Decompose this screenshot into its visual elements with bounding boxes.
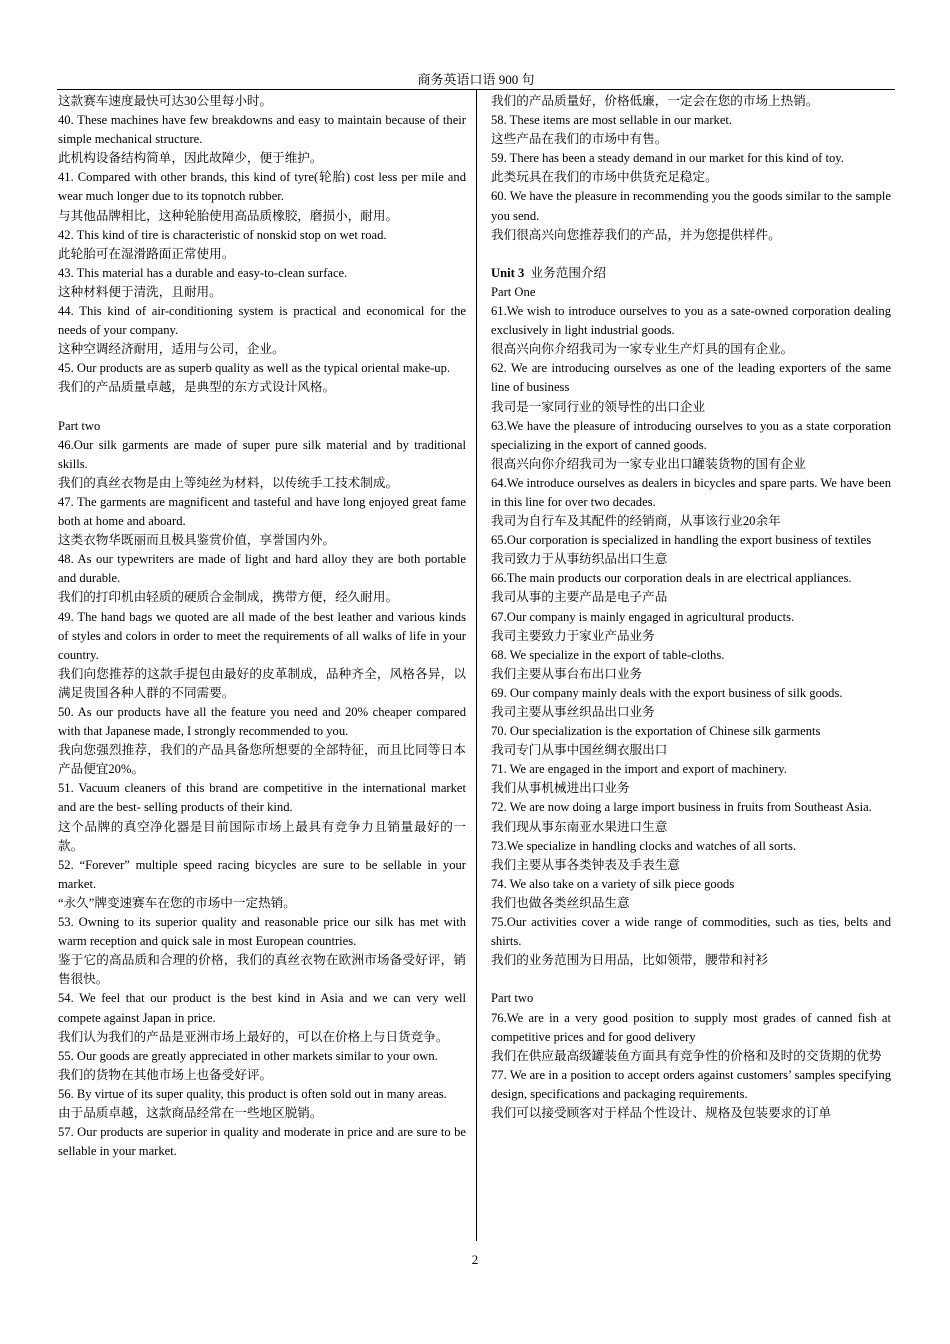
part-heading: Part two <box>491 991 534 1006</box>
unit-title: 业务范围介绍 <box>530 265 607 280</box>
sentence-en: 73.We specialize in handling clocks and watches of all sorts. <box>491 838 796 853</box>
sentence-zh: “永久”牌变速赛车在您的市场中一定热销。 <box>58 895 296 910</box>
sentence-en: 46.Our silk garments are made of super pure silk material and by traditional skills. <box>58 437 466 471</box>
sentence-en: 49. The hand bags we quoted are all made of the best leather and various kinds of styles and colors in order to meet the requirements of all walks of life in your country. <box>58 609 466 662</box>
sentence-zh: 这个品牌的真空净化器是目前国际市场上最具有竞争力且销量最好的一款。 <box>58 819 466 853</box>
sentence-en: 51. Vacuum cleaners of this brand are competitive in the international market and are the best- selling products of their kind. <box>58 781 466 815</box>
sentence-zh: 我们的打印机由轻质的硬质合金制成，携带方便，经久耐用。 <box>58 590 399 605</box>
sentence-zh: 我司是一家同行业的领导性的出口企业 <box>491 399 706 414</box>
sentence-en: 76.We are in a very good position to supply most grades of canned fish at competitive prices and for good delivery <box>491 1010 891 1044</box>
right-column <box>491 92 891 1123</box>
sentence-en: 59. There has been a steady demand in our market for this kind of toy. <box>491 151 844 166</box>
sentence-en: 40. These machines have few breakdowns and easy to maintain because of their simple mechanical structure. <box>58 113 466 147</box>
sentence-en: 45. Our products are as superb quality as well as the typical oriental make-up. <box>58 361 451 376</box>
part-heading: Part two <box>58 418 101 433</box>
sentence-zh: 我们从事机械进出口业务 <box>491 781 630 796</box>
sentence-en: 43. This material has a durable and easy-to-clean surface. <box>58 265 348 280</box>
sentence-en: 54. We feel that our product is the best kind in Asia and we can very well compete against Japan in price. <box>58 991 466 1025</box>
column-divider <box>476 89 477 1241</box>
sentence-zh: 很高兴向你介绍我司为一家专业出口罐装货物的国有企业 <box>491 456 806 471</box>
sentence-zh: 这些产品在我们的市场中有售。 <box>491 132 668 147</box>
sentence-zh: 我们可以接受顾客对于样品个性设计、规格及包装要求的订单 <box>491 1105 832 1120</box>
sentence-zh: 由于品质卓越，这款商品经常在一些地区脱销。 <box>58 1105 323 1120</box>
blank-line <box>491 970 891 989</box>
sentence-en: 70. Our specialization is the exportation of Chinese silk garments <box>491 724 821 739</box>
sentence-en: 77. We are in a position to accept orders against customers’ samples specifying design, specifications and packaging requirements. <box>491 1067 891 1101</box>
sentence-zh: 很高兴向你介绍我司为一家专业生产灯具的国有企业。 <box>491 342 794 357</box>
sentence-en: 66.The main products our corporation deals in are electrical appliances. <box>491 571 852 586</box>
sentence-en: 50. As our products have all the feature you need and 20% cheaper compared with that Japanese made, I strongly recommended to you. <box>58 705 466 739</box>
sentence-zh: 我们很高兴向您推荐我们的产品，并为您提供样件。 <box>491 227 781 242</box>
sentence-zh: 我司专门从事中国丝绸衣服出口 <box>491 743 668 758</box>
sentence-en: 57. Our products are superior in quality and moderate in price and are sure to be sellable in your market. <box>58 1125 466 1159</box>
sentence-zh: 我向您强烈推荐，我们的产品具备您所想要的全部特征，而且比同等日本产品便宜20%。 <box>58 743 466 777</box>
sentence-en: 55. Our goods are greatly appreciated in other markets similar to your own. <box>58 1048 438 1063</box>
sentence-en: 53. Owning to its superior quality and reasonable price our silk has met with warm reception and quick sale in most European countries. <box>58 915 466 949</box>
sentence-zh: 鉴于它的高品质和合理的价格，我们的真丝衣物在欧洲市场备受好评，销售很快。 <box>58 953 466 987</box>
sentence-zh: 我们向您推荐的这款手提包由最好的皮革制成，品种齐全，风格各异，以满足贵国各种人群的不同需要。 <box>58 666 466 700</box>
part-heading: Part One <box>491 284 536 299</box>
unit-number: Unit 3 <box>491 265 525 280</box>
sentence-zh: 我们认为我们的产品是亚洲市场上最好的，可以在价格上与日货竞争。 <box>58 1029 449 1044</box>
page-header: 商务英语口语 900 句 <box>417 72 535 87</box>
sentence-en: 68. We specialize in the export of table-cloths. <box>491 647 725 662</box>
sentence-zh: 我们的产品质量好，价格低廉，一定会在您的市场上热销。 <box>491 94 819 108</box>
sentence-zh: 此轮胎可在湿滑路面正常使用。 <box>58 246 235 261</box>
sentence-en: 74. We also take on a variety of silk piece goods <box>491 876 735 891</box>
sentence-en: 71. We are engaged in the import and export of machinery. <box>491 762 787 777</box>
sentence-zh: 我们的业务范围为日用品，比如领带，腰带和衬衫 <box>491 953 769 968</box>
sentence-en: 65.Our corporation is specialized in handling the export business of textiles <box>491 533 872 548</box>
sentence-en: 67.Our company is mainly engaged in agricultural products. <box>491 609 795 624</box>
sentence-zh: 此机构设备结构简单，因此故障少，便于维护。 <box>58 151 323 166</box>
sentence-en: 58. These items are most sellable in our market. <box>491 113 733 128</box>
sentence-zh: 我们现从事东南亚水果进口生意 <box>491 819 668 834</box>
sentence-zh: 我们的真丝衣物是由上等纯丝为材料，以传统手工技术制成。 <box>58 475 399 490</box>
sentence-zh: 我们在供应最高级罐装鱼方面具有竞争性的价格和及时的交货期的优势 <box>491 1048 882 1063</box>
sentence-zh: 我司主要致力于家业产品业务 <box>491 628 655 643</box>
sentence-en: 61.We wish to introduce ourselves to you as a sate-owned corporation dealing exclusively in light industrial goods. <box>491 304 891 338</box>
sentence-en: 62. We are introducing ourselves as one of the leading exporters of the same line of business <box>491 361 891 395</box>
sentence-zh: 这种材料便于清洗，且耐用。 <box>58 284 222 299</box>
sentence-en: 60. We have the pleasure in recommending you the goods similar to the sample you send. <box>491 189 891 223</box>
sentence-en: 63.We have the pleasure of introducing ourselves to you as a state corporation specializing in the export of canned goods. <box>491 418 891 452</box>
sentence-en: 48. As our typewriters are made of light and hard alloy they are both portable and durable. <box>58 552 466 586</box>
sentence-zh: 我们的货物在其他市场上也备受好评。 <box>58 1067 273 1082</box>
sentence-en: 69. Our company mainly deals with the export business of silk goods. <box>491 685 843 700</box>
sentence-en: 64.We introduce ourselves as dealers in bicycles and spare parts. We have been in this line for over two decades. <box>491 475 891 509</box>
sentence-zh: 我司致力于从事纺织品出口生意 <box>491 552 668 567</box>
sentence-zh: 此类玩具在我们的市场中供货充足稳定。 <box>491 170 718 185</box>
sentence-en: 75.Our activities cover a wide range of commodities, such as ties, belts and shirts. <box>491 915 891 949</box>
sentence-zh: 我司从事的主要产品是电子产品 <box>491 590 668 605</box>
sentence-zh: 这种空调经济耐用，适用与公司，企业。 <box>58 342 285 357</box>
sentence-zh: 我们也做各类丝织品生意 <box>491 895 630 910</box>
sentence-en: 42. This kind of tire is characteristic of nonskid stop on wet road. <box>58 227 387 242</box>
sentence-en: 72. We are now doing a large import business in fruits from Southeast Asia. <box>491 800 872 815</box>
sentence-en: 47. The garments are magnificent and tasteful and have long enjoyed great fame both at home and aboard. <box>58 494 466 529</box>
left-column <box>58 92 466 1161</box>
sentence-zh: 我们主要从事各类钟表及手表生意 <box>491 857 680 872</box>
sentence-zh: 我司主要从事丝织品出口业务 <box>491 705 655 719</box>
blank-line <box>58 398 466 417</box>
sentence-zh: 我们主要从事台布出口业务 <box>491 666 643 681</box>
sentence-zh: 我们的产品质量卓越，是典型的东方式设计风格。 <box>58 380 336 395</box>
sentence-zh: 与其他品牌相比，这种轮胎使用高品质橡胶，磨损小，耐用。 <box>58 208 399 223</box>
sentence-en: 41. Compared with other brands, this kind of tyre(轮胎) cost less per mile and wear much longer due to its topnotch rubber. <box>58 170 466 204</box>
sentence-en: 52. “Forever” multiple speed racing bicycles are sure to be sellable in your market. <box>58 857 466 891</box>
page-number: 2 <box>471 1252 479 1267</box>
text-line: 这款赛车速度最快可达30公里每小时。 <box>58 94 273 108</box>
blank-line <box>491 245 891 264</box>
sentence-en: 44. This kind of air-conditioning system is practical and economical for the needs of your company. <box>58 304 466 338</box>
sentence-zh: 我司为自行车及其配件的经销商，从事该行业20余年 <box>491 514 781 529</box>
sentence-en: 56. By virtue of its super quality, this product is often sold out in many areas. <box>58 1086 447 1101</box>
sentence-zh: 这类衣物华既丽而且极具鉴赏价值，享誉国内外。 <box>58 533 336 548</box>
unit-heading <box>491 264 891 283</box>
